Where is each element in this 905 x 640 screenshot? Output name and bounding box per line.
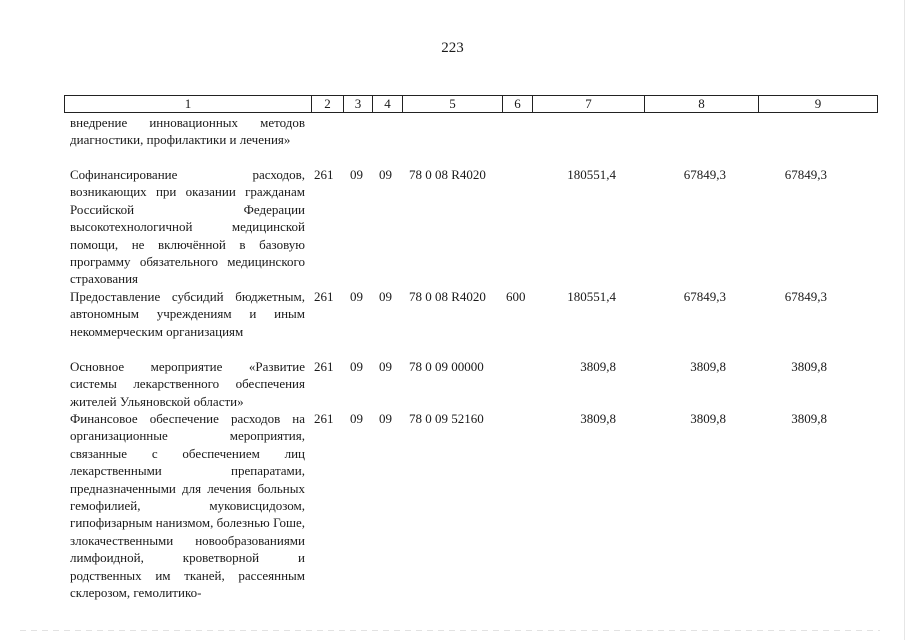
row-name: Предоставление субсидий бюджетным, автономным учреждениям и иным некоммерческим организациям bbox=[70, 289, 305, 339]
header-col-3: 3 bbox=[343, 96, 372, 112]
row-target-article: 78 0 08 R4020 bbox=[409, 289, 486, 304]
row-name: Софинансирование расходов, возникающих при оказании гражданам Российской Федерации высокотехнологичной медицинской помощи, не включённой в базовую программу обязательного медицинского страхования bbox=[70, 167, 305, 287]
row-amount-col9: 3809,8 bbox=[791, 359, 827, 374]
row-amount-col9: 3809,8 bbox=[791, 411, 827, 426]
row-section: 09 bbox=[350, 167, 363, 182]
row-amount-col8: 67849,3 bbox=[683, 167, 726, 182]
header-col-1: 1 bbox=[184, 96, 192, 111]
row-name: внедрение инновационных методов диагностики, профилактики и лечения» bbox=[70, 115, 305, 148]
row-ministry-code: 261 bbox=[314, 411, 334, 426]
header-col-9: 9 bbox=[758, 96, 877, 112]
row-amount-col8: 3809,8 bbox=[690, 359, 726, 374]
row-ministry-code: 261 bbox=[314, 167, 334, 182]
row-ministry-code: 261 bbox=[314, 359, 334, 374]
row-expense-type: 600 bbox=[506, 289, 526, 304]
row-amount-col7: 180551,4 bbox=[567, 167, 616, 182]
row-subsection: 09 bbox=[379, 359, 392, 374]
row-target-article: 78 0 08 R4020 bbox=[409, 167, 486, 182]
row-subsection: 09 bbox=[379, 289, 392, 304]
row-name: Основное мероприятие «Развитие системы лекарственного обеспечения жителей Ульяновской области» bbox=[70, 359, 305, 409]
row-amount-col7: 180551,4 bbox=[567, 289, 616, 304]
table-header bbox=[64, 95, 878, 113]
row-amount-col8: 67849,3 bbox=[683, 289, 726, 304]
header-col-5: 5 bbox=[402, 96, 502, 112]
row-section: 09 bbox=[350, 359, 363, 374]
row-target-article: 78 0 09 00000 bbox=[409, 359, 484, 374]
header-col-7: 7 bbox=[532, 96, 644, 112]
header-col-2: 2 bbox=[311, 96, 343, 112]
row-amount-col7: 3809,8 bbox=[580, 411, 616, 426]
row-name: Финансовое обеспечение расходов на организационные мероприятия, связанные с обеспечением лиц лекарственными препаратами, предназначенными для лечения больных гемофилией, муковисцидозом, гипофизарным нанизмом, болезнью Гоше, злокачественными новообразованиями лимфоидной, кроветворной и родственных им тканей, рассеянным склерозом, гемолитико- bbox=[70, 411, 305, 601]
header-col-6: 6 bbox=[502, 96, 532, 112]
header-col-4: 4 bbox=[372, 96, 402, 112]
row-amount-col8: 3809,8 bbox=[690, 411, 726, 426]
page-number: 223 bbox=[441, 40, 464, 56]
row-target-article: 78 0 09 52160 bbox=[409, 411, 484, 426]
row-ministry-code: 261 bbox=[314, 289, 334, 304]
row-section: 09 bbox=[350, 289, 363, 304]
row-subsection: 09 bbox=[379, 167, 392, 182]
row-amount-col7: 3809,8 bbox=[580, 359, 616, 374]
row-subsection: 09 bbox=[379, 411, 392, 426]
header-col-8: 8 bbox=[644, 96, 758, 112]
row-section: 09 bbox=[350, 411, 363, 426]
row-amount-col9: 67849,3 bbox=[784, 167, 827, 182]
scan-artifact-line bbox=[20, 630, 880, 631]
row-amount-col9: 67849,3 bbox=[784, 289, 827, 304]
